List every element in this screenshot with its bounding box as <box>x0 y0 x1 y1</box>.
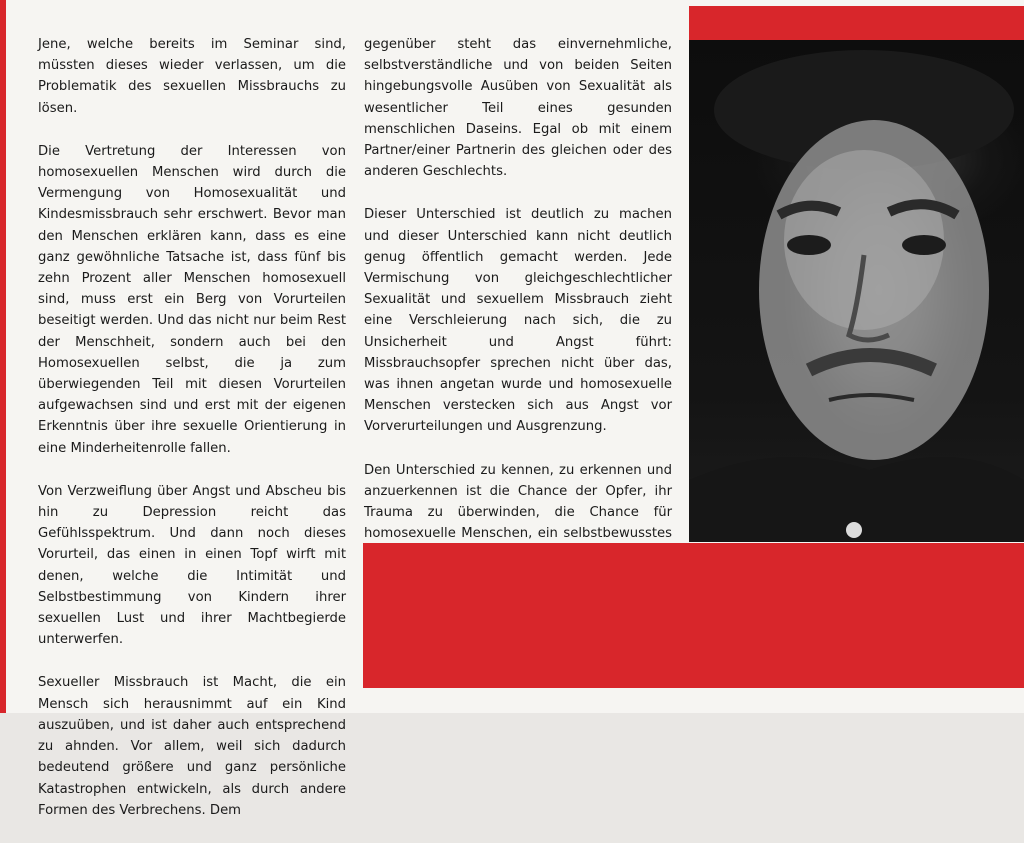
left-eye <box>787 235 831 255</box>
paragraph: Dieser Unterschied ist deutlich zu machen und dieser Unterschied kann nicht deutlich genug öffentlich gemacht werden. Jede Vermischung von gleichgeschlechtlicher Sexualität und sexuellem Missbrauch zieht eine Verschleierung nach sich, die zu Unsicherheit und Angst führt: Missbrauchsopfer sprechen nicht über das, was ihnen angetan wurde und homosexuelle Menschen verstecken sich aus Angst vor Vorverurteilungen und Ausgrenzung. <box>364 207 672 435</box>
red-edge-strip <box>0 0 6 713</box>
paragraph: Die Vertretung der Interessen von homosexuellen Menschen wird durch die Vermengung von Homosexualität und Kindesmissbrauch sehr erschwert. Bevor man den Menschen erklären kann, dass es eine ganz gewöhnliche Tatsache ist, dass fünf bis zehn Prozent aller Menschen homosexuell sind, muss erst ein Berg von Vorurteilen beseitigt werden. Und das nicht nur beim Rest der Menschheit, sondern auch bei den Homosexuellen selbst, die ja zum überwiegenden Teil mit diesen Vorurteilen aufgewachsen sind und erst mit der eigenen Erkenntnis über ihre sexuelle Orientierung in eine Minderheitenrolle fallen. <box>38 143 346 456</box>
paragraph: Sexueller Missbrauch ist Macht, die ein Mensch sich herausnimmt auf ein Kind auszuüben, und ist daher auch entsprechend zu ahnden. Vor allem, weil sich dadurch bedeutend größere und ganz persönliche Katastrophen entwickeln, als durch andere Formen des Verbrechens. Dem <box>38 675 346 818</box>
paragraph: gegenüber steht das einvernehmliche, selbstverständliche und von beiden Seiten hingebungsvolle Ausüben von Sexualität als wesentlicher Teil eines gesunden menschlichen Daseins. Egal ob mit einem Partner/einer Partnerin des gleichen oder des anderen Geschlechts. <box>364 37 672 180</box>
paragraph: Jene, welche bereits im Seminar sind, müssten dieses wieder verlassen, um die Problematik des sexuellen Missbrauchs zu lösen. <box>38 37 346 116</box>
left-text-column <box>38 34 346 843</box>
portrait-illustration <box>689 40 1024 542</box>
middle-text-column <box>364 34 672 609</box>
right-eye <box>902 235 946 255</box>
shirt-button <box>846 522 862 538</box>
paragraph: Von Verzweiflung über Angst und Abscheu bis hin zu Depression reicht das Gefühlsspektrum. Und dann noch dieses Vorurteil, das einen in einen Topf wirft mit denen, welche die Intimität und Selbstbestimmung von Kindern ihrer sexuellen Lust und ihrer Machtbegierde unterwerfen. <box>38 483 346 648</box>
red-accent-block <box>363 543 1024 688</box>
paragraph: Den Unterschied zu kennen, zu erkennen und anzuerkennen ist die Chance der Opfer, ihr Trauma zu überwinden, die Chance für homosexuelle Menschen, ein selbstbewusstes <box>364 462 672 542</box>
portrait-photo <box>689 40 1024 542</box>
